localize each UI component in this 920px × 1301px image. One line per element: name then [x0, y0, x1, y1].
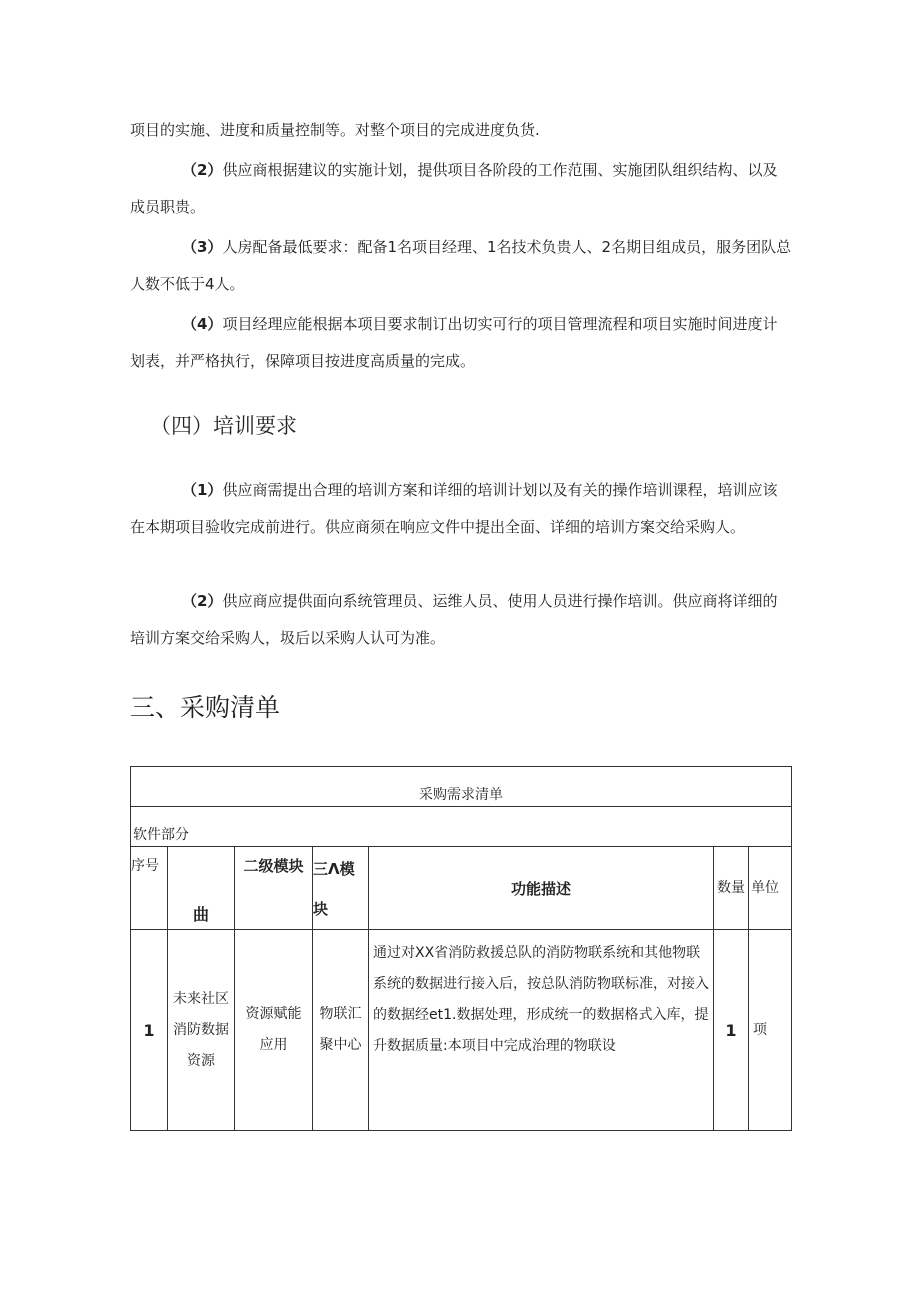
- paragraph-continuation: [130, 112, 792, 149]
- header-level1: 曲: [168, 847, 235, 930]
- item-number: （4）: [182, 315, 223, 333]
- item-number: （2）: [182, 592, 223, 610]
- cell-level2: 资源赋能应用: [235, 930, 313, 1131]
- header-level3: 三Λ模块: [313, 847, 369, 930]
- header-qty: 数量: [714, 847, 749, 930]
- paragraph-text: 供应商根据建议的实施计划，提供项目各阶段的工作范围、实施团队组织结构、以及成员职贵。: [130, 161, 778, 216]
- item-number: （1）: [182, 481, 223, 499]
- paragraph-item-2: [130, 152, 792, 226]
- section-heading-procurement: 三、采购清单: [130, 693, 281, 722]
- paragraph-training-1: [130, 472, 792, 546]
- table-header-row: [131, 847, 792, 930]
- item-number: （2）: [182, 161, 223, 179]
- paragraph-text: 供应商需提出合理的培训方案和详细的培训计划以及有关的操作培训课程，培训应该在本期项目验收完成前进行。供应商须在响应文件中提出全面、详细的培训方案交给采购人。: [130, 481, 778, 536]
- table-row: [131, 930, 792, 1131]
- paragraph-text: 供应商应提供面向系统管理员、运维人员、使用人员进行操作培训。供应商将详细的培训方案交给采购人，圾后以采购人认可为准。: [130, 592, 778, 647]
- header-seq: 序号: [131, 847, 168, 930]
- cell-level3: 物联汇聚中心: [313, 930, 369, 1131]
- table-section-label: 软件部分: [131, 807, 792, 847]
- cell-unit: 项: [749, 930, 792, 1131]
- table-section-row: [131, 807, 792, 847]
- cell-qty: 1: [714, 930, 749, 1131]
- paragraph-item-3: [130, 229, 792, 303]
- paragraph-item-4: [130, 306, 792, 380]
- paragraph-text: 人房配备最低要求：配备1名项目经理、1名技术负贵人、2名期目组成员，服务团队总人数不低于4人。: [130, 238, 792, 293]
- item-number: （3）: [182, 238, 223, 256]
- section-heading-training: （四）培训要求: [150, 414, 297, 438]
- cell-seq: 1: [131, 930, 168, 1131]
- paragraph-training-2: [130, 583, 792, 657]
- paragraph-text: 项目的实施、进度和质量控制等。对整个项目的完成进度负货.: [130, 121, 540, 139]
- header-desc: 功能描述: [369, 847, 714, 930]
- procurement-table: [130, 766, 792, 1131]
- header-level2: 二级模块: [235, 847, 313, 930]
- table-title-row: [131, 767, 792, 807]
- table-title: 采购需求清单: [131, 767, 792, 807]
- header-unit: 单位: [749, 847, 792, 930]
- cell-level1: 未来社区消防数据资源: [168, 930, 235, 1131]
- paragraph-text: 项目经理应能根据本项目要求制订出切实可行的项目管理流程和项目实施时间进度计划表，并严格执行，保障项目按进度高质量的完成。: [130, 315, 778, 370]
- cell-desc: 通过对XX省消防救援总队的消防物联系统和其他物联系统的数据进行接入后，按总队消防物联标准，对接入的数据经et1.数据处理，形成统一的数据格式入库，提升数据质量:本项目中完成治理的物联设: [369, 930, 714, 1131]
